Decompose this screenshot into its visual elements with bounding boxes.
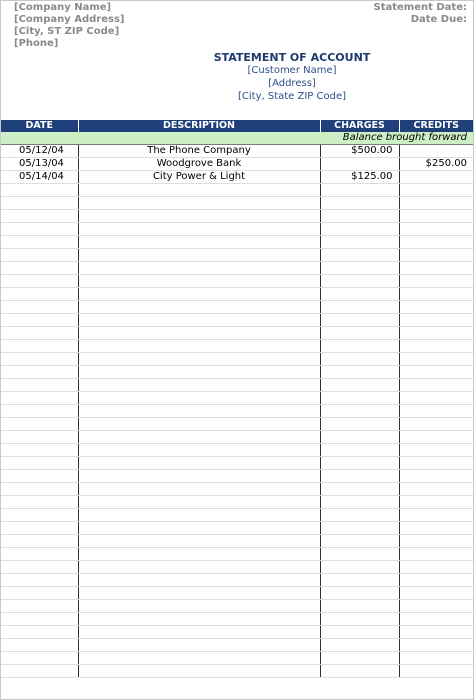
credits-cell[interactable]: [399, 392, 473, 405]
company-phone[interactable]: [Phone]: [14, 38, 59, 49]
date-header: DATE: [1, 120, 78, 132]
table-row: [1, 457, 473, 470]
charges-cell[interactable]: [320, 652, 399, 665]
charges-cell[interactable]: [320, 470, 399, 483]
charges-cell[interactable]: [320, 496, 399, 509]
charges-cell[interactable]: [320, 587, 399, 600]
table-row: [1, 314, 473, 327]
description-cell[interactable]: [78, 496, 320, 509]
charges-cell[interactable]: [320, 158, 399, 171]
customer-city[interactable]: [City, State ZIP Code]: [237, 91, 347, 102]
date-cell[interactable]: [1, 184, 78, 197]
table-row: [1, 496, 473, 509]
table-row: [1, 548, 473, 561]
description-cell[interactable]: [78, 600, 320, 613]
description-cell[interactable]: [78, 522, 320, 535]
credits-cell[interactable]: $250.00: [399, 158, 473, 171]
credits-cell[interactable]: [399, 249, 473, 262]
description-cell[interactable]: [78, 587, 320, 600]
description-cell[interactable]: [78, 561, 320, 574]
date-cell[interactable]: [1, 327, 78, 340]
table-row: [1, 145, 473, 158]
table-row: [1, 249, 473, 262]
date-cell[interactable]: [1, 197, 78, 210]
credits-cell[interactable]: [399, 236, 473, 249]
date-cell[interactable]: [1, 509, 78, 522]
statement-date-labels: [374, 2, 468, 26]
table-row: [1, 353, 473, 366]
date-cell[interactable]: [1, 210, 78, 223]
date-cell[interactable]: [1, 366, 78, 379]
table-row: [1, 574, 473, 587]
credits-cell[interactable]: [399, 561, 473, 574]
charges-cell[interactable]: [320, 548, 399, 561]
table-row: [1, 158, 473, 171]
charges-cell[interactable]: [320, 574, 399, 587]
charges-cell[interactable]: [320, 184, 399, 197]
charges-header: CHARGES: [320, 120, 399, 132]
balance-brought-forward: Balance brought forward: [1, 132, 473, 145]
table-row: [1, 366, 473, 379]
date-cell[interactable]: [1, 288, 78, 301]
charges-cell[interactable]: [320, 210, 399, 223]
credits-cell[interactable]: [399, 223, 473, 236]
description-cell[interactable]: The Phone Company: [78, 145, 320, 158]
description-cell[interactable]: [78, 353, 320, 366]
description-cell[interactable]: [78, 223, 320, 236]
charges-cell[interactable]: [320, 249, 399, 262]
customer-address[interactable]: [Address]: [268, 78, 316, 89]
credits-cell[interactable]: [399, 262, 473, 275]
table-row: [1, 418, 473, 431]
description-cell[interactable]: [78, 535, 320, 548]
balance-row: [1, 132, 473, 145]
table-row: [1, 444, 473, 457]
charges-cell[interactable]: [320, 327, 399, 340]
customer-name[interactable]: [Customer Name]: [247, 65, 337, 76]
date-cell[interactable]: [1, 652, 78, 665]
description-cell[interactable]: Woodgrove Bank: [78, 158, 320, 171]
date-cell[interactable]: [1, 600, 78, 613]
credits-cell[interactable]: [399, 288, 473, 301]
description-cell[interactable]: [78, 262, 320, 275]
company-address[interactable]: [Company Address]: [14, 14, 125, 25]
charges-cell[interactable]: [320, 301, 399, 314]
charges-cell[interactable]: $125.00: [320, 171, 399, 184]
description-cell[interactable]: [78, 574, 320, 587]
description-cell[interactable]: [78, 314, 320, 327]
description-cell[interactable]: [78, 639, 320, 652]
table-row: [1, 301, 473, 314]
description-header: DESCRIPTION: [78, 120, 320, 132]
charges-cell[interactable]: [320, 600, 399, 613]
date-cell[interactable]: [1, 496, 78, 509]
table-row: [1, 470, 473, 483]
date-cell[interactable]: [1, 444, 78, 457]
date-cell[interactable]: [1, 223, 78, 236]
ledger-table: [1, 120, 473, 678]
credits-cell[interactable]: [399, 171, 473, 184]
charges-cell[interactable]: [320, 613, 399, 626]
credits-cell[interactable]: [399, 145, 473, 158]
charges-cell[interactable]: [320, 431, 399, 444]
date-cell[interactable]: [1, 262, 78, 275]
charges-cell[interactable]: [320, 626, 399, 639]
credits-cell[interactable]: [399, 574, 473, 587]
table-row: [1, 223, 473, 236]
credits-cell[interactable]: [399, 522, 473, 535]
table-row: [1, 288, 473, 301]
description-cell[interactable]: [78, 379, 320, 392]
table-row: [1, 639, 473, 652]
charges-cell[interactable]: [320, 509, 399, 522]
table-row: [1, 405, 473, 418]
description-cell[interactable]: City Power & Light: [78, 171, 320, 184]
description-cell[interactable]: [78, 665, 320, 678]
table-row: [1, 509, 473, 522]
charges-cell[interactable]: $500.00: [320, 145, 399, 158]
charges-cell[interactable]: [320, 639, 399, 652]
credits-cell[interactable]: [399, 665, 473, 678]
statement-date-label: Statement Date:: [373, 2, 467, 13]
description-cell[interactable]: [78, 470, 320, 483]
charges-cell[interactable]: [320, 665, 399, 678]
table-row: [1, 613, 473, 626]
statement-title: STATEMENT OF ACCOUNT: [213, 51, 371, 64]
charges-cell[interactable]: [320, 353, 399, 366]
table-row: [1, 197, 473, 210]
charges-cell[interactable]: [320, 197, 399, 210]
credits-cell[interactable]: [399, 483, 473, 496]
table-row: [1, 431, 473, 444]
date-cell[interactable]: [1, 431, 78, 444]
table-row: [1, 587, 473, 600]
credits-cell[interactable]: [399, 496, 473, 509]
company-city[interactable]: [City, ST ZIP Code]: [14, 26, 120, 37]
credits-cell[interactable]: [399, 210, 473, 223]
description-cell[interactable]: [78, 457, 320, 470]
credits-cell[interactable]: [399, 405, 473, 418]
date-cell[interactable]: [1, 379, 78, 392]
description-cell[interactable]: [78, 236, 320, 249]
description-cell[interactable]: [78, 613, 320, 626]
credits-cell[interactable]: [399, 275, 473, 288]
table-row: [1, 340, 473, 353]
description-cell[interactable]: [78, 249, 320, 262]
date-cell[interactable]: [1, 613, 78, 626]
description-cell[interactable]: [78, 197, 320, 210]
description-cell[interactable]: [78, 301, 320, 314]
date-cell[interactable]: [1, 522, 78, 535]
credits-cell[interactable]: [399, 301, 473, 314]
customer-block: [1, 51, 473, 103]
charges-cell[interactable]: [320, 418, 399, 431]
charges-cell[interactable]: [320, 457, 399, 470]
description-cell[interactable]: [78, 184, 320, 197]
charges-cell[interactable]: [320, 366, 399, 379]
date-cell[interactable]: [1, 340, 78, 353]
date-cell[interactable]: [1, 392, 78, 405]
credits-cell[interactable]: [399, 600, 473, 613]
date-cell[interactable]: [1, 626, 78, 639]
description-cell[interactable]: [78, 548, 320, 561]
credits-header: CREDITS: [399, 120, 473, 132]
description-cell[interactable]: [78, 652, 320, 665]
credits-cell[interactable]: [399, 184, 473, 197]
date-cell[interactable]: [1, 483, 78, 496]
table-row: [1, 236, 473, 249]
credits-cell[interactable]: [399, 379, 473, 392]
description-cell[interactable]: [78, 444, 320, 457]
charges-cell[interactable]: [320, 392, 399, 405]
date-cell[interactable]: [1, 457, 78, 470]
credits-cell[interactable]: [399, 366, 473, 379]
description-cell[interactable]: [78, 626, 320, 639]
description-cell[interactable]: [78, 210, 320, 223]
credits-cell[interactable]: [399, 613, 473, 626]
charges-cell[interactable]: [320, 405, 399, 418]
charges-cell[interactable]: [320, 340, 399, 353]
date-cell[interactable]: [1, 314, 78, 327]
table-row: [1, 483, 473, 496]
date-cell[interactable]: [1, 548, 78, 561]
date-cell[interactable]: [1, 639, 78, 652]
credits-cell[interactable]: [399, 457, 473, 470]
table-header-row: [1, 120, 473, 132]
table-row: [1, 652, 473, 665]
date-cell[interactable]: 05/14/04: [1, 171, 78, 184]
date-cell[interactable]: 05/13/04: [1, 158, 78, 171]
description-cell[interactable]: [78, 405, 320, 418]
date-cell[interactable]: [1, 665, 78, 678]
table-row: [1, 184, 473, 197]
description-cell[interactable]: [78, 275, 320, 288]
description-cell[interactable]: [78, 418, 320, 431]
date-cell[interactable]: [1, 405, 78, 418]
date-cell[interactable]: [1, 535, 78, 548]
date-due-label: Date Due:: [410, 14, 467, 25]
credits-cell[interactable]: [399, 197, 473, 210]
date-cell[interactable]: [1, 249, 78, 262]
credits-cell[interactable]: [399, 639, 473, 652]
credits-cell[interactable]: [399, 509, 473, 522]
table-row: [1, 665, 473, 678]
table-row: [1, 171, 473, 184]
charges-cell[interactable]: [320, 522, 399, 535]
charges-cell[interactable]: [320, 444, 399, 457]
charges-cell[interactable]: [320, 288, 399, 301]
description-cell[interactable]: [78, 483, 320, 496]
date-cell[interactable]: 05/12/04: [1, 145, 78, 158]
description-cell[interactable]: [78, 392, 320, 405]
description-cell[interactable]: [78, 431, 320, 444]
credits-cell[interactable]: [399, 444, 473, 457]
table-row: [1, 561, 473, 574]
table-row: [1, 626, 473, 639]
date-cell[interactable]: [1, 587, 78, 600]
table-row: [1, 262, 473, 275]
charges-cell[interactable]: [320, 314, 399, 327]
table-row: [1, 600, 473, 613]
date-cell[interactable]: [1, 561, 78, 574]
company-name[interactable]: [Company Name]: [14, 2, 112, 13]
description-cell[interactable]: [78, 288, 320, 301]
date-cell[interactable]: [1, 470, 78, 483]
description-cell[interactable]: [78, 327, 320, 340]
credits-cell[interactable]: [399, 652, 473, 665]
charges-cell[interactable]: [320, 535, 399, 548]
credits-cell[interactable]: [399, 418, 473, 431]
table-row: [1, 392, 473, 405]
table-row: [1, 327, 473, 340]
credits-cell[interactable]: [399, 626, 473, 639]
credits-cell[interactable]: [399, 431, 473, 444]
credits-cell[interactable]: [399, 340, 473, 353]
credits-cell[interactable]: [399, 587, 473, 600]
charges-cell[interactable]: [320, 561, 399, 574]
credits-cell[interactable]: [399, 314, 473, 327]
date-cell[interactable]: [1, 353, 78, 366]
date-cell[interactable]: [1, 574, 78, 587]
charges-cell[interactable]: [320, 236, 399, 249]
date-cell[interactable]: [1, 275, 78, 288]
table-row: [1, 379, 473, 392]
company-info: [14, 2, 124, 50]
charges-cell[interactable]: [320, 223, 399, 236]
description-cell[interactable]: [78, 366, 320, 379]
table-row: [1, 535, 473, 548]
table-row: [1, 522, 473, 535]
table-row: [1, 210, 473, 223]
credits-cell[interactable]: [399, 353, 473, 366]
description-cell[interactable]: [78, 340, 320, 353]
charges-cell[interactable]: [320, 275, 399, 288]
credits-cell[interactable]: [399, 327, 473, 340]
description-cell[interactable]: [78, 509, 320, 522]
date-cell[interactable]: [1, 236, 78, 249]
date-cell[interactable]: [1, 301, 78, 314]
table-row: [1, 275, 473, 288]
date-cell[interactable]: [1, 418, 78, 431]
charges-cell[interactable]: [320, 379, 399, 392]
charges-cell[interactable]: [320, 262, 399, 275]
credits-cell[interactable]: [399, 535, 473, 548]
credits-cell[interactable]: [399, 470, 473, 483]
charges-cell[interactable]: [320, 483, 399, 496]
credits-cell[interactable]: [399, 548, 473, 561]
